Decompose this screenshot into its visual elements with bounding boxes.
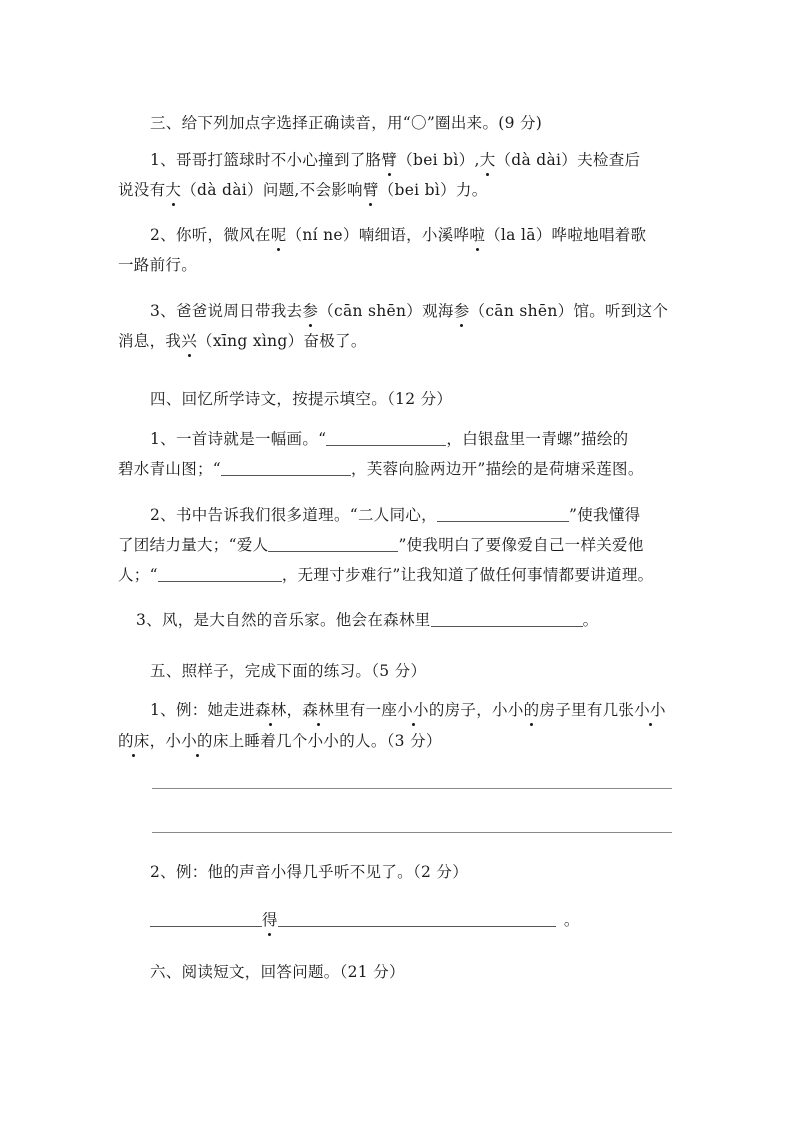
section-6-title: 六、阅读短文，回答问题。（21 分） <box>150 963 405 981</box>
dotted-char: 臂 <box>362 181 379 199</box>
s4-q3-line <box>136 608 598 630</box>
s4-q1-line1 <box>150 427 628 449</box>
text: 。 <box>563 911 580 929</box>
fill-blank[interactable] <box>278 910 556 927</box>
s4-q2-line2 <box>118 533 644 555</box>
text: 1、例：她走进 <box>150 701 255 719</box>
dotted-char: 参 <box>302 302 319 320</box>
s5-q1-line2 <box>118 731 442 751</box>
text: （bei bì）力。 <box>378 181 488 199</box>
answer-line[interactable] <box>152 832 672 833</box>
text: （bei bì）, <box>397 151 480 169</box>
text: ”使我懂得 <box>569 506 641 524</box>
text: 里有一座 <box>334 701 398 719</box>
text: （dà dài）问题,不会影响 <box>181 181 363 199</box>
s3-q1-line2 <box>118 180 488 200</box>
s4-q1-line2 <box>118 457 644 479</box>
text: 了团结力量大；“爱人 <box>118 536 269 554</box>
text: （dà dài）夫检查后 <box>495 151 641 169</box>
fill-blank[interactable] <box>221 459 351 476</box>
dotted-text: 森林 <box>254 701 287 719</box>
text: 3、风，是大自然的音乐家。他会在森林里 <box>136 611 431 629</box>
s4-q2-line3 <box>118 563 653 585</box>
text: （cān shēn）馆。听到这个 <box>469 302 669 320</box>
dotted-char: 参 <box>453 302 470 320</box>
s3-q3-line2 <box>118 331 367 351</box>
text: 碧水青山图；“ <box>118 460 222 478</box>
fill-blank[interactable] <box>268 535 398 552</box>
dotted-text: 的床 <box>118 732 150 750</box>
text: 。 <box>582 611 599 629</box>
text: 的房子， <box>428 701 493 719</box>
text: 里有几张 <box>571 701 635 719</box>
text: 消息，我 <box>118 332 182 350</box>
s5-q2-title: 2、例：他的声音小得几乎听不见了。（2 分） <box>150 863 469 881</box>
dotted-char: 得 <box>262 911 278 929</box>
dotted-text: 森林 <box>302 701 334 719</box>
text: （cān shēn）观海 <box>318 302 454 320</box>
s3-q2-line1 <box>150 225 646 245</box>
section-5-title: 五、照样子，完成下面的练习。（5 分） <box>150 662 427 680</box>
fill-blank[interactable] <box>158 565 282 582</box>
dotted-text: 小小 <box>634 701 666 719</box>
text: 1、一首诗就是一幅画。“ <box>150 430 327 448</box>
s3-q1-line1 <box>150 150 640 170</box>
fill-blank[interactable] <box>437 505 569 522</box>
dotted-char: 臂 <box>381 151 398 169</box>
section-3-title: 三、给下列加点字选择正确读音，用“〇”圈出来。(9 分) <box>150 114 543 132</box>
dotted-char: 呢 <box>270 226 287 244</box>
text: ，白银盘里一青螺”描绘的 <box>446 430 629 448</box>
s3-q2-line2: 一路前行。 <box>118 256 198 274</box>
dotted-text: 小小 <box>397 701 429 719</box>
text: 上睡着几个小小的人。（3 分） <box>228 732 442 750</box>
text: （la lā）哗啦地唱着歌 <box>485 226 647 244</box>
s3-q3-line1 <box>150 301 668 321</box>
dotted-char: 大 <box>479 151 496 169</box>
text: 1、哥哥打篮球时不小心撞到了胳 <box>150 151 382 169</box>
text: ，芙蓉向脸两边开”描绘的是荷塘采莲图。 <box>351 460 644 478</box>
text: 3、爸爸说周日带我去 <box>150 302 303 320</box>
text: 2、书中告诉我们很多道理。“二人同心， <box>150 506 437 524</box>
dotted-char: 大 <box>165 181 182 199</box>
text: （ní ne）喃细语，小溪哗 <box>286 226 470 244</box>
dotted-char: 兴 <box>181 332 198 350</box>
s4-q2-line1 <box>150 503 640 525</box>
text: （xīng xìng）奋极了。 <box>197 332 367 350</box>
text: 说没有 <box>118 181 166 199</box>
answer-line[interactable] <box>152 788 672 789</box>
fill-blank[interactable] <box>326 429 446 446</box>
text: ， <box>149 732 166 750</box>
dotted-char: 啦 <box>469 226 486 244</box>
s5-q1-line1 <box>150 700 666 720</box>
dotted-text: 小小的床 <box>165 732 229 750</box>
fill-blank[interactable] <box>150 910 262 927</box>
dotted-text: 小小的房子 <box>492 701 572 719</box>
text: 2、你听，微风在 <box>150 226 271 244</box>
section-4-title: 四、回忆所学诗文，按提示填空。（12 分） <box>150 390 453 408</box>
s5-q2-answer <box>150 908 580 930</box>
fill-blank[interactable] <box>431 610 583 627</box>
text: ，无理寸步难行”让我知道了做任何事情都要讲道理。 <box>281 566 654 584</box>
text: ”使我明白了要像爱自己一样关爱他 <box>398 536 644 554</box>
text: 人；“ <box>118 566 158 584</box>
text: ， <box>286 701 303 719</box>
